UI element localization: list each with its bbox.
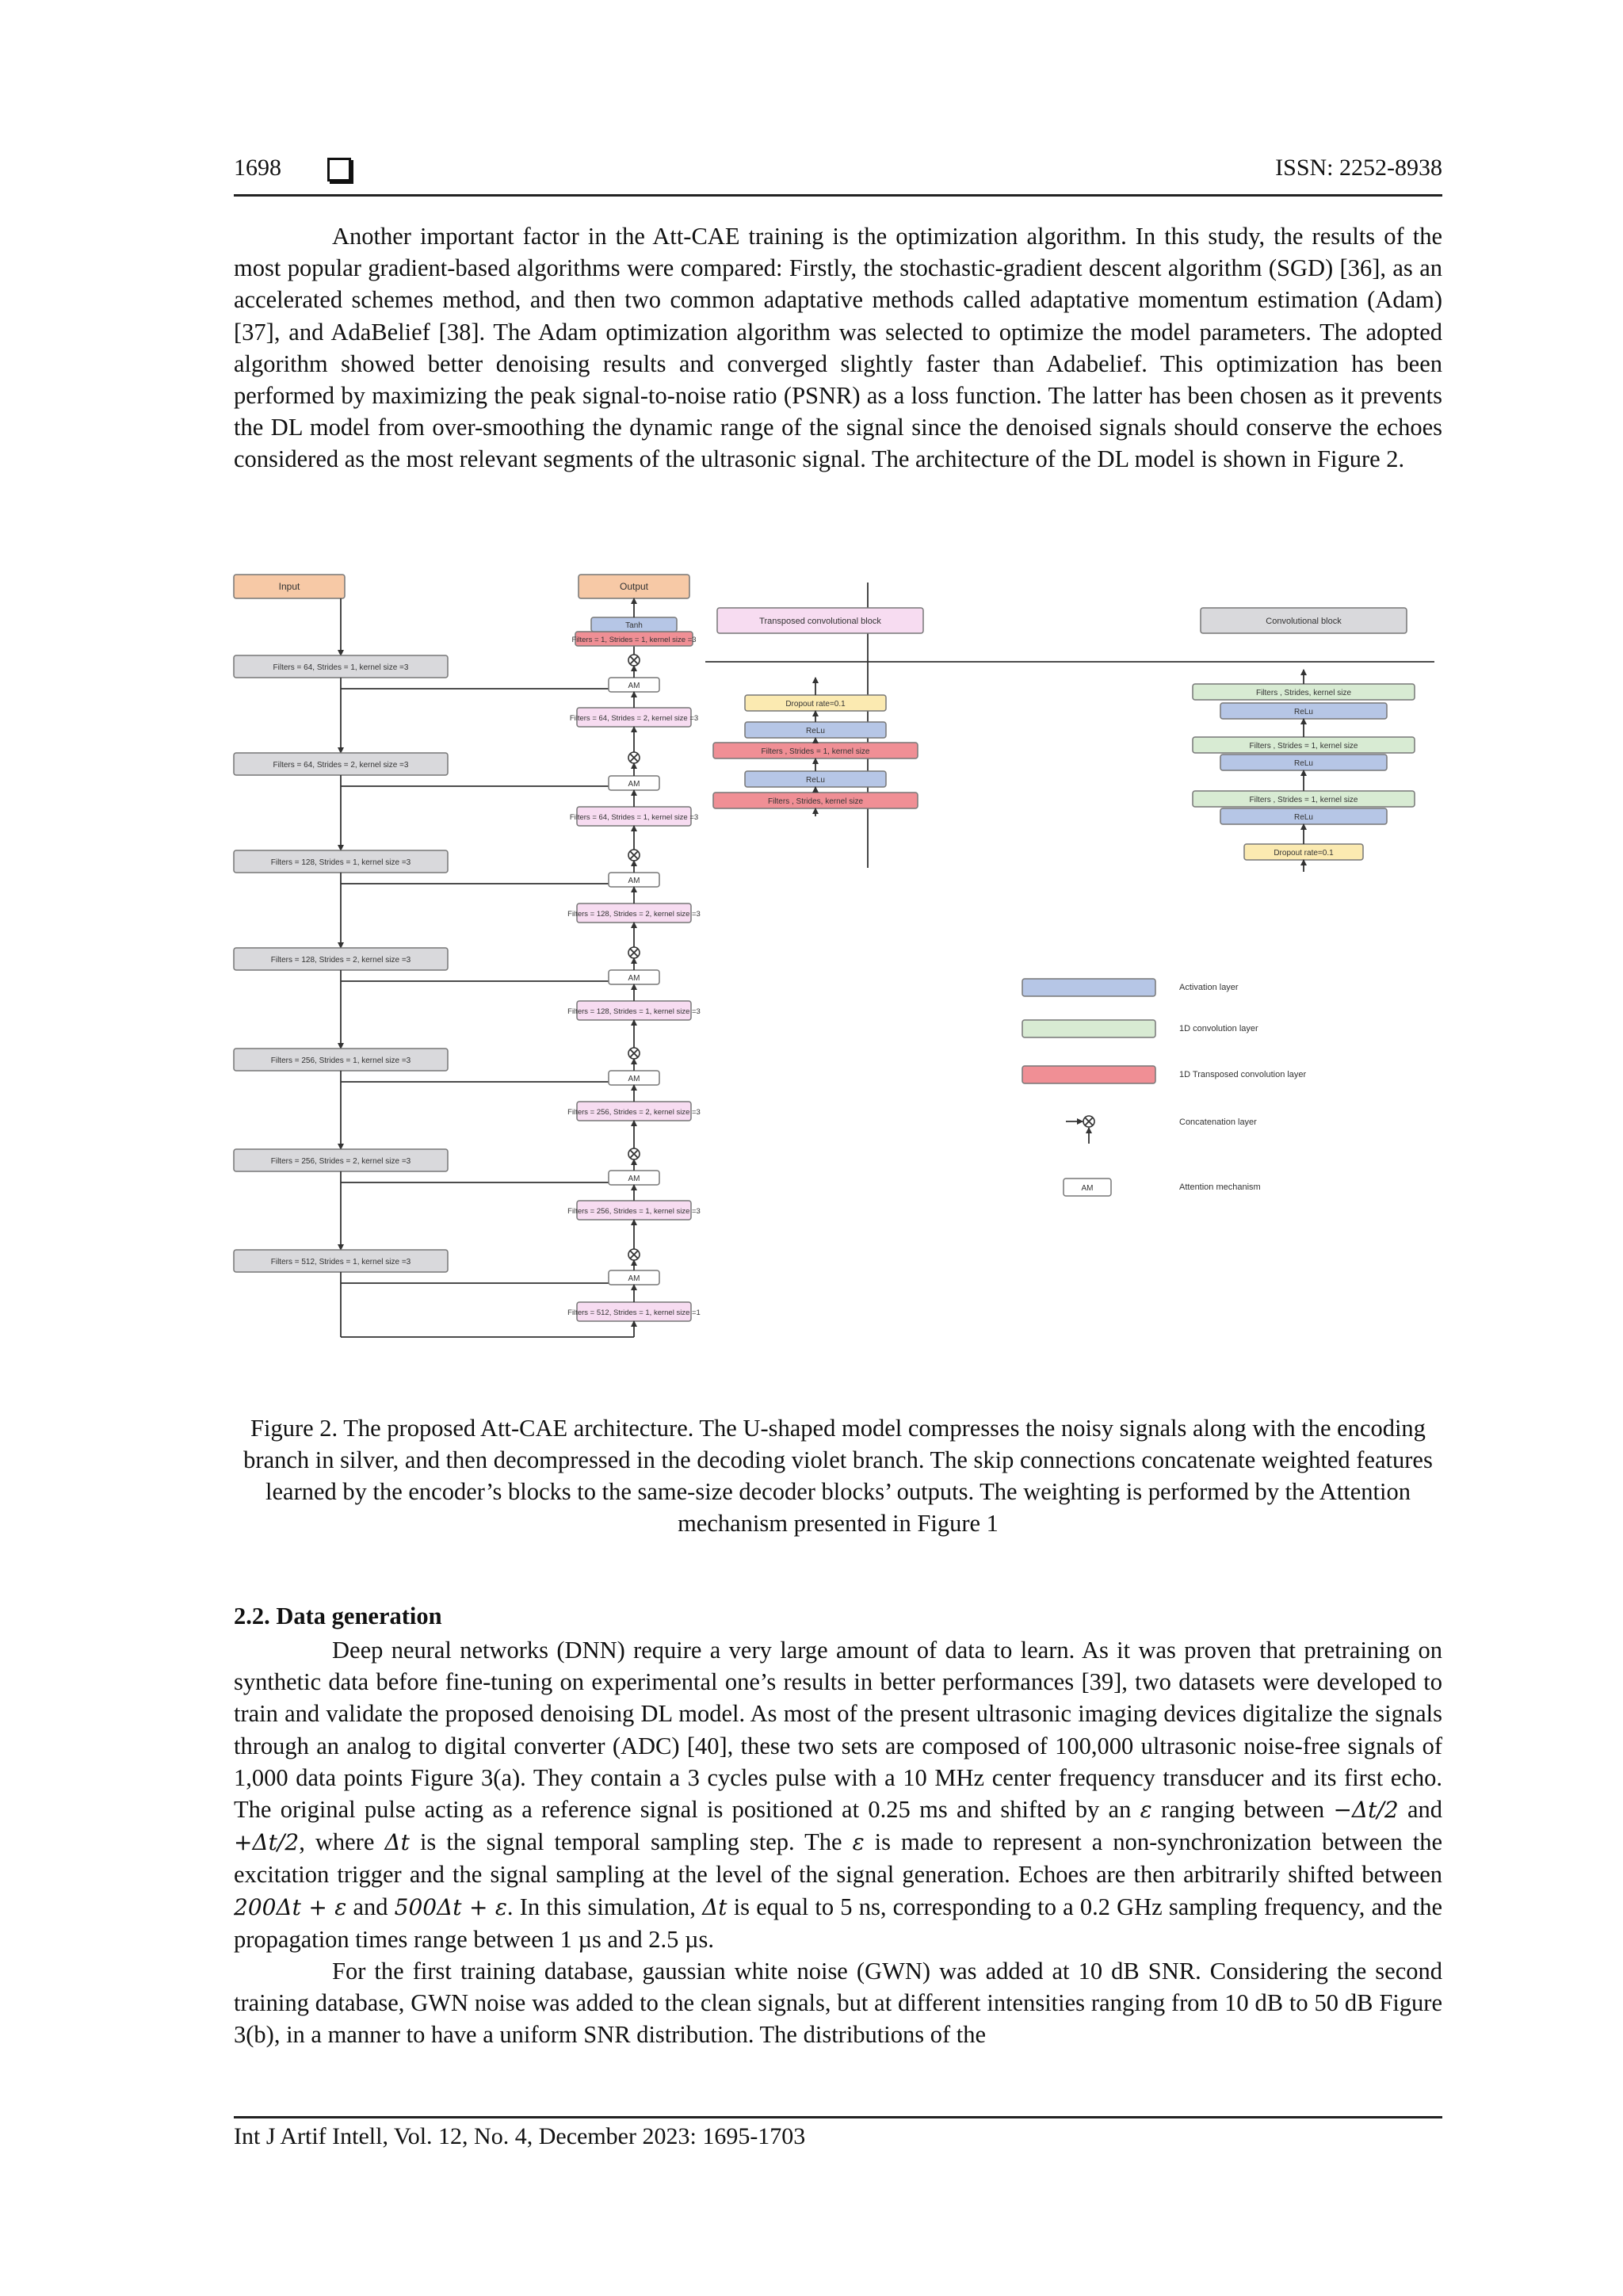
paragraph-data-generation bbox=[234, 1634, 1442, 2051]
tblock-tconv-1-label: Filters , Strides = 1, kernel size bbox=[761, 747, 870, 756]
decoder-block-3-label: Filters = 128, Strides = 2, kernel size =3 bbox=[567, 910, 701, 919]
decoder-block-7-label: Filters = 512, Strides = 1, kernel size =1 bbox=[567, 1308, 701, 1317]
page-number: 1698 bbox=[234, 155, 281, 181]
decoder-block-6-label: Filters = 256, Strides = 1, kernel size =3 bbox=[567, 1207, 701, 1216]
decoder-block-5-label: Filters = 256, Strides = 2, kernel size =3 bbox=[567, 1108, 701, 1117]
attention-mechanism-7-label: AM bbox=[628, 1274, 640, 1283]
tanh-block-label: Tanh bbox=[625, 621, 643, 630]
figure-caption: Figure 2. The proposed Att-CAE architecture. The U-shaped model compresses the noisy signals along with the encoding branch in silver, and then decompressed in the decoding violet branch. The skip connections concatenate weighted features learned by the encoder’s blocks to the same-size decoder blocks’ outputs. The weighting is performed by the Attention mechanism presented in Figure 1 bbox=[243, 1415, 1433, 1537]
attention-mechanism-1-label: AM bbox=[628, 682, 640, 690]
output-conv-block-label: Filters = 1, Strides = 1, kernel size =3 bbox=[571, 636, 697, 644]
section-title: 2.2. Data generation bbox=[234, 1603, 442, 1629]
decoder-block-4-label: Filters = 128, Strides = 1, kernel size =3 bbox=[567, 1007, 701, 1016]
encoder-block-5-label: Filters = 256, Strides = 1, kernel size =3 bbox=[270, 1056, 411, 1065]
encoder-block-6-label: Filters = 256, Strides = 2, kernel size =3 bbox=[270, 1157, 411, 1166]
cblock-conv-1-label: Filters , Strides, kernel size bbox=[1255, 689, 1352, 697]
encoder-block-4-label: Filters = 128, Strides = 2, kernel size =3 bbox=[270, 956, 411, 965]
transposed-block-title-label: Transposed convolutional block bbox=[759, 617, 881, 626]
legend-am-box-label: AM bbox=[1081, 1184, 1094, 1193]
encoder-block-7-label: Filters = 512, Strides = 1, kernel size =3 bbox=[270, 1258, 411, 1266]
paragraph-optimization bbox=[234, 220, 1442, 476]
conv-block-title-label: Convolutional block bbox=[1266, 617, 1342, 626]
legend-label-5: Attention mechanism bbox=[1179, 1182, 1261, 1192]
unet-diagram bbox=[234, 575, 701, 1337]
output-block-label: Output bbox=[619, 581, 649, 592]
attention-mechanism-5-label: AM bbox=[628, 1075, 640, 1083]
cblock-conv-3-label: Filters , Strides = 1, kernel size bbox=[1249, 796, 1358, 804]
figure-2-architecture bbox=[230, 567, 1442, 1367]
paragraph-text: Another important factor in the Att-CAE training is the optimization algorithm. In this study, the results of the most popular gradient-based algorithms were compared: Firstly, the stochastic-gradient descent algorithm (SGD) [36], as an accelerated schemes method, and then two common adaptative methods called adaptative momentum estimation (Adam) [37], and AdaBelief [38]. The Adam optimization algorithm was selected to optimize the model parameters. The adopted algorithm showed better denoising results and converged slightly faster than Adabelief. This optimization has been performed by maximizing the peak signal-to-noise ratio (PSNR) as a loss function. The latter has been chosen as it prevents the DL model from over-smoothing the dynamic range of the signal since the denoised signals should conserve the echoes considered as the most relevant segments of the ultrasonic signal. The architecture of the DL model is shown in Figure 2. bbox=[234, 223, 1442, 473]
block-details bbox=[705, 583, 1434, 1196]
decoder-block-1-label: Filters = 64, Strides = 2, kernel size =3 bbox=[569, 714, 699, 723]
checkbox-icon bbox=[327, 158, 351, 181]
encoder-block-1-label: Filters = 64, Strides = 1, kernel size =3 bbox=[273, 663, 409, 672]
legend-label-3: 1D Transposed convolution layer bbox=[1179, 1070, 1307, 1079]
page-header bbox=[234, 155, 1442, 197]
attention-mechanism-3-label: AM bbox=[628, 877, 640, 885]
legend-swatch-3 bbox=[1022, 1066, 1155, 1083]
cblock-relu-3-label: ReLu bbox=[1294, 813, 1313, 822]
cblock-dropout-label: Dropout rate=0.1 bbox=[1274, 849, 1334, 858]
encoder-block-2-label: Filters = 64, Strides = 2, kernel size =3 bbox=[273, 761, 409, 770]
attention-mechanism-4-label: AM bbox=[628, 974, 640, 983]
legend-label-1: Activation layer bbox=[1179, 983, 1239, 992]
attention-mechanism-6-label: AM bbox=[628, 1175, 640, 1183]
legend-swatch-2 bbox=[1022, 1020, 1155, 1037]
input-block-label: Input bbox=[278, 581, 300, 592]
page-footer: Int J Artif Intell, Vol. 12, No. 4, December 2023: 1695-1703 bbox=[234, 2116, 1442, 2150]
cblock-relu-1-label: ReLu bbox=[1294, 708, 1313, 716]
attention-mechanism-2-label: AM bbox=[628, 780, 640, 789]
paragraph-text: For the first training database, gaussian white noise (GWN) was added at 10 dB SNR. Considering the second training database, GWN noise was added to the clean signals, but at different intensities ranging from 10 dB to 50 dB Figure 3(b), in a manner to have a uniform SNR distribution. The distributions of the bbox=[234, 1958, 1442, 2049]
tblock-dropout-label: Dropout rate=0.1 bbox=[785, 700, 846, 709]
issn: ISSN: 2252-8938 bbox=[1275, 155, 1442, 181]
tblock-relu-2-label: ReLu bbox=[806, 776, 825, 785]
tblock-tconv-2-label: Filters , Strides, kernel size bbox=[767, 797, 864, 806]
tblock-relu-1-label: ReLu bbox=[806, 727, 825, 735]
legend-swatch-1 bbox=[1022, 979, 1155, 996]
paragraph-text: Deep neural networks (DNN) require a very large amount of data to learn. As it was proven that pretraining on synthetic data before fine-tuning on experimental one’s results in better performances [39], two datasets were developed to train and validate the proposed denoising DL model. As most of the present ultrasonic imaging devices digitalize the signals through an analog to digital converter (ADC) [40], these two sets are composed of 100,000 ultrasonic noise-free signals of 1,000 data points Figure 3(a). They contain a 3 cycles pulse with a 10 MHz center frequency transducer and its first echo. The original pulse acting as a reference signal is positioned at 0.25 ms and shifted by an ε ranging between −Δt/2 and +Δt/2, where Δt is the signal temporal sampling step. The ε is made to represent a non-synchronization between the excitation trigger and the signal sampling at the level of the signal generation. Echoes are then arbitrarily shifted between 200Δt + ε and 500Δt + ε. In this simulation, Δt is equal to 5 ns, corresponding to a 0.2 GHz sampling frequency, and the propagation times range between 1 µs and 2.5 µs. bbox=[234, 1637, 1443, 1953]
encoder-block-3-label: Filters = 128, Strides = 1, kernel size =3 bbox=[270, 858, 411, 867]
decoder-block-2-label: Filters = 64, Strides = 1, kernel size =3 bbox=[569, 813, 699, 822]
cblock-conv-2-label: Filters , Strides = 1, kernel size bbox=[1249, 742, 1358, 751]
cblock-relu-2-label: ReLu bbox=[1294, 759, 1313, 768]
legend-label-2: 1D convolution layer bbox=[1179, 1024, 1258, 1033]
legend-label-4: Concatenation layer bbox=[1179, 1117, 1257, 1127]
